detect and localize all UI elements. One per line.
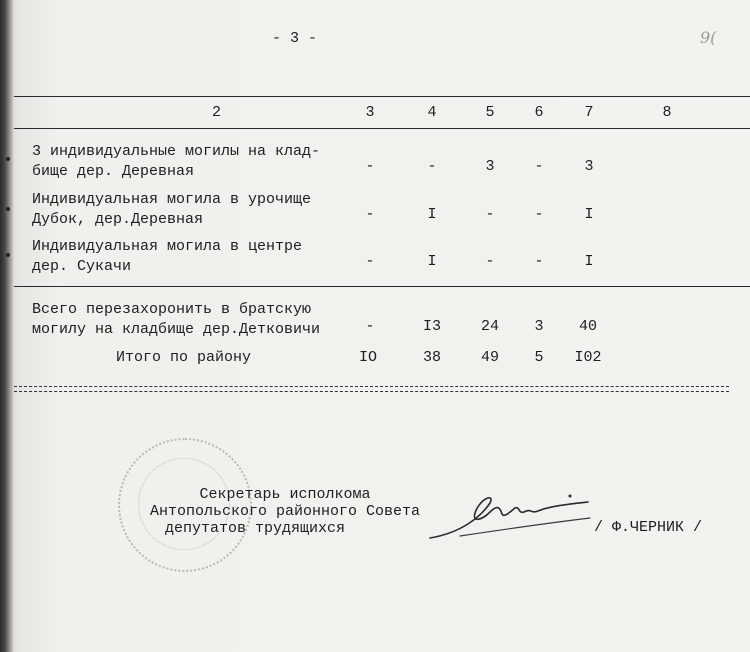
row-value-col7: I (584, 253, 594, 270)
signatory-title-line1: Секретарь исполкома (199, 486, 371, 503)
row-value-col4: I (427, 206, 437, 223)
total-value-col4: 38 (422, 349, 441, 366)
total-value-col7: I02 (574, 349, 602, 366)
header-bottom-rule (14, 128, 750, 129)
row-description: Индивидуальная могила в центре дер. Сукачи (32, 238, 303, 275)
scan-edge-shadow (0, 0, 14, 652)
table-top-rule (14, 96, 750, 97)
row-description: 3 индивидуальные могилы на клад- бище дер. Деревная (32, 143, 321, 180)
row-description: Индивидуальная могила в урочище Дубок, дер.Деревная (32, 191, 312, 228)
row-marker (6, 157, 10, 161)
handwritten-signature (420, 478, 600, 548)
table-end-double-rule (14, 386, 729, 392)
total-value-col3: IO (358, 349, 377, 366)
col-header-4: 4 (427, 104, 437, 121)
summary-value-col4: I3 (422, 318, 441, 335)
signature-block (135, 486, 435, 537)
row-value-col6: - (534, 253, 544, 270)
row-value-col4: I (427, 253, 437, 270)
col-header-2: 2 (212, 104, 222, 121)
summary-top-rule (14, 286, 750, 287)
row-value-col6: - (534, 206, 544, 223)
row-value-col7: 3 (584, 158, 594, 175)
row-value-col5: 3 (485, 158, 495, 175)
row-marker (6, 207, 10, 211)
page-number: - 3 - (272, 30, 318, 47)
row-value-col5: - (485, 206, 495, 223)
row-value-col3: - (365, 253, 375, 270)
col-header-5: 5 (485, 104, 495, 121)
summary-value-col7: 40 (578, 318, 597, 335)
row-marker (6, 253, 10, 257)
row-value-col7: I (584, 206, 594, 223)
col-header-6: 6 (534, 104, 544, 121)
signatory-name: / Ф.ЧЕРНИК / (594, 519, 703, 536)
total-value-col5: 49 (480, 349, 499, 366)
row-value-col3: - (365, 206, 375, 223)
signatory-title-line2: Антопольского районного Совета (149, 503, 421, 520)
summary-description: Всего перезахоронить в братскую могилу на кладбище дер.Детковичи (32, 301, 321, 338)
total-value-col6: 5 (534, 349, 544, 366)
row-value-col3: - (365, 158, 375, 175)
col-header-8: 8 (662, 104, 672, 121)
row-value-col5: - (485, 253, 495, 270)
row-value-col6: - (534, 158, 544, 175)
summary-value-col5: 24 (480, 318, 499, 335)
summary-value-col6: 3 (534, 318, 544, 335)
col-header-3: 3 (365, 104, 375, 121)
row-value-col4: - (427, 158, 437, 175)
total-label: Итого по району (116, 349, 252, 366)
col-header-7: 7 (584, 104, 594, 121)
signatory-title-line3: депутатов трудящихся (165, 520, 346, 537)
handwritten-page-note: 9( (700, 28, 717, 47)
summary-value-col3: - (365, 318, 375, 335)
